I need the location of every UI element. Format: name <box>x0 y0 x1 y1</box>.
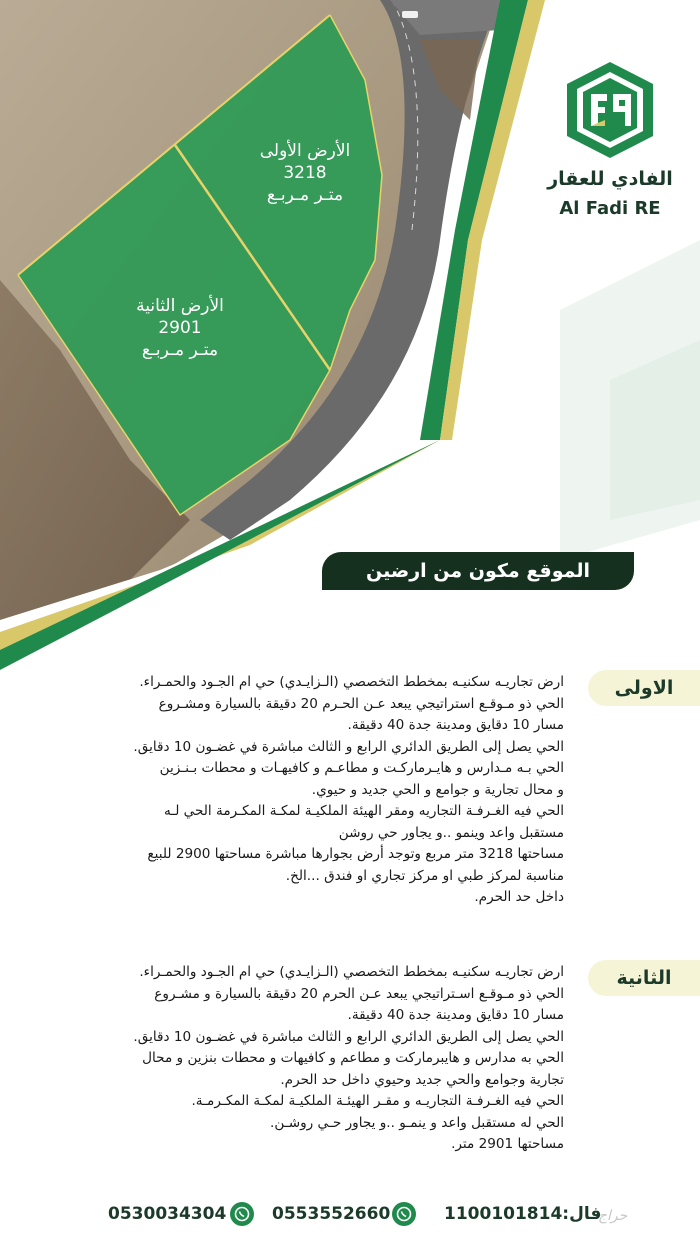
whatsapp-icon[interactable] <box>392 1202 416 1226</box>
phone-number-2[interactable]: 0553552660 <box>272 1204 391 1224</box>
description-line: الحي ذو مـوقـع استراتيجي يبعد عـن الحـرم 20 دقيقة بالسيارة ومشـروع <box>158 695 564 712</box>
section-second-tag: الثانية <box>588 960 700 996</box>
contact-footer <box>0 1196 700 1236</box>
land-first-title: الأرض الأولى <box>259 141 351 161</box>
section-second-description <box>24 962 564 1156</box>
description-line: و محال تجارية و جوامع و الحي جديد و حيوي. <box>311 781 564 798</box>
description-line: مسار 10 دقايق ومدينة جدة 40 دقيقة. <box>347 717 564 733</box>
description-line: الحي يصل إلى الطريق الدائري الرابع و الثالث مباشرة في غضـون 10 دقايق. <box>133 738 564 755</box>
description-line: ارض تجاريـه سكنيـه بمخطط التخصصي (الـزايـدي) حي ام الجـود والحمـراء. <box>139 964 564 980</box>
haraj-watermark: حراج <box>598 1208 628 1224</box>
description-line: الحي فيه الغـرفـة التجاريه ومقر الهيئة الملكيـة لمكـة المكـرمة الحي لـه <box>163 803 564 819</box>
location-banner: الموقع مكون من ارضين <box>322 552 634 590</box>
description-line: داخل حد الحرم. <box>474 889 564 905</box>
description-line: الحي ذو مـوقـع اسـتراتيجي يبعد عـن الحرم 20 دقيقة بالسيارة و مشـروع <box>154 985 564 1002</box>
description-line: مستقبل واعد وينمو ..و يجاور حي روشن <box>338 824 564 841</box>
description-line: الحي فيه الغـرفـة التجاريـه و مقـر الهيئـة الملكيـة لمكـة المكـرمـة. <box>191 1093 564 1109</box>
whatsapp-icon[interactable] <box>230 1202 254 1226</box>
land-second-unit: متـر مـربـع <box>141 340 219 361</box>
description-line: مناسبة لمركز طبي او مركز تجاري او فندق ...الخ. <box>285 867 564 884</box>
description-line: الحي يصل إلى الطريق الدائري الرابع و الثالث مباشرة في غضـون 10 دقايق. <box>133 1028 564 1045</box>
land-second-title: الأرض الثانية <box>136 296 224 316</box>
description-line: مساحتها 3218 متر مربع وتوجد أرض بجوارها مباشرة مساحتها 2900 للبيع <box>147 846 564 862</box>
section-first-tag: الاولى <box>588 670 700 706</box>
fadi-logo-icon <box>565 60 655 160</box>
logo-arabic-name: الفادي للعقار <box>547 168 673 190</box>
land-first-unit: متـر مـربـع <box>266 185 344 206</box>
description-line: الحي له مستقبل واعد و ينمـو ..و يجاور حـي روشـن. <box>270 1114 564 1131</box>
description-line: الحي به مدارس و هايبرماركت و مطاعم و كافيهات و محطات بنزين و محال <box>142 1050 564 1066</box>
section-first-description <box>24 672 564 909</box>
land-second-area: 2901 <box>158 318 202 339</box>
logo-english-name: Al Fadi RE <box>559 198 661 219</box>
description-line: تجارية وجوامع والحي جديد وحيوي داخل حد الحرم. <box>280 1071 564 1088</box>
description-line: مسار 10 دقايق ومدينة جدة 40 دقيقة. <box>347 1007 564 1023</box>
phone-number-1[interactable]: 0530034304 <box>108 1204 227 1224</box>
land-first-label <box>220 140 390 206</box>
company-logo <box>540 60 680 230</box>
fal-license-number: فال:1100101814 <box>444 1204 602 1224</box>
description-line: الحي بـه مـدارس و هايـرماركـت و مطاعـم و كافيهـات و محطات بـنـزين <box>159 760 564 776</box>
description-line: ارض تجاريـه سكنيـه بمخطط التخصصي (الـزايـدي) حي ام الجـود والحمـراء. <box>139 674 564 690</box>
land-second-label <box>90 295 270 361</box>
description-line: مساحتها 2901 متر. <box>451 1136 564 1152</box>
land-first-area: 3218 <box>283 163 327 184</box>
